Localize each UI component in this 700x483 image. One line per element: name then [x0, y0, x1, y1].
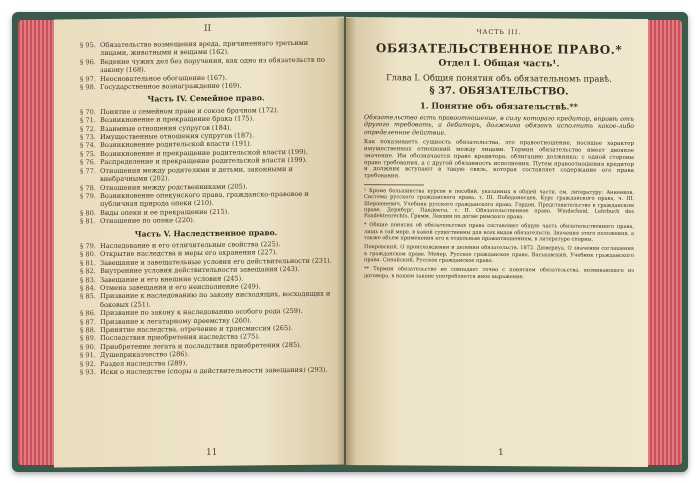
- toc-item-title: Распределение и прекращение родительской власти (199).: [100, 156, 308, 167]
- subsection-title: 1. Понятие объ обязательствѣ.**: [420, 100, 578, 112]
- toc-item-title: Иски о наследстве (споры о действительности завещания) (293).: [100, 365, 328, 377]
- left-page: [54, 16, 344, 467]
- toc-item-title: Государственное вознаграждение (169).: [100, 81, 242, 92]
- toc-item-title: Возникновение и прекращение брака (175).: [100, 114, 255, 125]
- footnote-rule: [364, 184, 424, 185]
- part-four-title: Часть IV. Семейное право.: [147, 93, 265, 104]
- toc-item-title: Имущественные отношения супругов (187).: [100, 131, 254, 142]
- toc-item-title: Наследование и его отличительные свойства (225).: [100, 240, 281, 250]
- toc-item-title: Возникновение родительской власти (191).: [100, 139, 252, 150]
- toc-item-title: Завещание и его внешние условия (245).: [100, 274, 244, 284]
- toc-item-title: Взаимные отношения супругов (184).: [100, 123, 232, 133]
- toc-item-number: § 86.: [80, 309, 96, 318]
- page-edge-left: [18, 20, 54, 465]
- paragraph-title: § 37. ОБЯЗАТЕЛЬСТВО.: [429, 85, 569, 98]
- toc-item-number: § 90.: [80, 342, 96, 352]
- toc-item-title: Открытие наследства и меры его охранения (227).: [100, 248, 278, 259]
- toc-item-title: Призвание по закону к наследованию особого рода (259).: [100, 307, 303, 318]
- toc-item-title: Завещание и завещательные условия его действительности (231).: [100, 256, 332, 267]
- toc-item-number: § 73.: [80, 133, 96, 142]
- toc-item-title: Принятие наследства, отречение и трансмиссия (265).: [100, 324, 293, 335]
- toc-item-number: § 78.: [80, 183, 96, 192]
- toc-item-title: Призвание к наследованию по закону нисходящих, восходящих и боковых (251).: [100, 289, 331, 309]
- toc-item: [80, 366, 332, 377]
- toc-item-number: § 92.: [80, 359, 96, 368]
- toc-item-number: § 87.: [80, 317, 96, 326]
- toc-item-number: § 81.: [80, 217, 96, 226]
- right-page: [346, 17, 648, 467]
- toc-item-number: § 74.: [80, 141, 96, 150]
- toc-item-number: § 97.: [80, 74, 96, 83]
- toc-item-number: § 83.: [80, 275, 96, 284]
- toc-item-number: § 76.: [80, 158, 96, 167]
- toc-item-number: § 96.: [80, 57, 96, 67]
- toc-item-title: Неосновательное обогащение (167).: [100, 73, 227, 83]
- toc-item-number: § 95.: [80, 41, 96, 50]
- toc-item-title: Понятие о семейном праве и союзе брачном (172).: [100, 106, 279, 116]
- footnote-3: Покровский, О происхождении и делении обязательств. 1872. Дювернуа, О значении соглашения в гражданском праве. Мейер, Русское гражданское право. Васьковский, Учебник гражданского права. Синайский, Русское гражданское право.: [364, 244, 634, 264]
- footnote-4: ** Термин обязательство не совпадает точно с понятием обязательства, возникающего из договора, в нашем законе употребляется иное выражение.: [364, 266, 634, 280]
- toc-item-number: § 71.: [80, 116, 96, 125]
- chapter-title: Глава I. Общия понятия объ обязательномъ правѣ.: [386, 72, 612, 84]
- page-edge-right: [648, 20, 682, 465]
- left-page-number-bottom: 11: [206, 447, 218, 458]
- definition-text: Обязательство есть правоотношение, в силу котораго кредитор, вправѣ отъ другого требовать, а дебиторъ, должника обязанъ исполнить какое-либо определенное действие.: [364, 114, 634, 137]
- toc-item-title: Душеприказчество (286).: [100, 350, 190, 360]
- toc-item-number: § 93.: [80, 368, 96, 377]
- body-text: Как показываетъ сущность обязательства, это правоотношение, носящее характер имущественных отношений между лицами. Термин обязательство имеет двоякое значение. Им обозначается право кредитора, облигацию должника; с одной стороны право требования, а с другой обязанность исполнения. Путем правоотношения кредитор и должник вступают в такую связь, которая составляет содержание его права требования.: [364, 139, 634, 180]
- toc-item: [80, 81, 332, 92]
- toc-item-title: Возникновение и прекращение родительской власти (199).: [100, 147, 308, 158]
- part-title: ОБЯЗАТЕЛЬСТВЕННОЕ ПРАВО.*: [375, 41, 623, 57]
- footnote-1: ¹ Кроме большинства курсов и пособий, указанных в общей части, см. литературу: Анненков, Система русского гражданского права, т. III. Победоносцев, Курс гражданского права, ч. III. Шершеневич, Учебник русского гражданского права. Гордон, Представительство в гражданском праве. Дернбург, Пандекты, т. II. Обязательственное право. Windscheid, Lehrbuch des Pandektenrechts. Гримм, Лекции по догме римского права.: [364, 188, 634, 221]
- toc-item-number: § 72.: [80, 124, 96, 133]
- toc-item-number: § 70.: [80, 107, 96, 117]
- toc-item-title: Виды опеки и ее прекращение (215).: [100, 207, 230, 217]
- toc-item-number: § 75.: [80, 149, 96, 159]
- toc-item-number: § 84.: [80, 284, 96, 293]
- section-title: Отдел I. Общая часть¹.: [438, 58, 560, 70]
- toc-item-title: Раздел наследства (289).: [100, 358, 188, 368]
- toc-item-title: Отношение по опеке (220).: [100, 216, 195, 226]
- toc-item-title: Призвание к легатарному преемству (260).: [100, 316, 252, 326]
- toc-item-title: Отношения между родителями и детьми, законными и внебрачными (202).: [100, 164, 293, 184]
- footnote-2: * Общие понятия об обязательствах права составляют общую часть обязательственного права, лишь в той мере, в какой существенны для всех видов обязательств. Значения этого положения, а также объем применения его к отдельным правоотношениям, в литературе спорны.: [364, 222, 634, 243]
- toc-item-number: § 77.: [80, 166, 96, 175]
- toc-item-title: Ведение чужих дел без поручения, как одно из обязательств по закону (168).: [100, 55, 326, 75]
- toc-item-number: § 80.: [80, 208, 96, 217]
- toc-item-number: § 88.: [80, 326, 96, 335]
- toc-item-number: § 79.: [80, 242, 96, 251]
- toc-item-number: § 89.: [80, 334, 96, 343]
- toc-item-number: § 98.: [80, 83, 96, 92]
- toc-item-title: Последствия приобретения наследства (275).: [100, 332, 261, 343]
- toc-item-number: § 79.: [80, 191, 96, 201]
- toc-item-title: Возникновение опекунского права, гражданско-правовое и публичная природа опеки (210).: [100, 189, 309, 209]
- toc-item-number: § 81.: [80, 258, 96, 267]
- toc-item-title: Отношения между родственниками (205).: [100, 181, 248, 192]
- left-page-number-top: II: [204, 23, 212, 34]
- toc-item-number: § 91.: [80, 351, 96, 360]
- toc-item-number: § 82.: [80, 267, 96, 276]
- book-gutter: [336, 18, 356, 466]
- toc-item-title: Отмена завещания и его неисполнение (249).: [100, 282, 261, 293]
- toc-item: [80, 215, 332, 226]
- part-header: ЧАСТЬ III.: [476, 27, 522, 37]
- toc-item-title: Приобретение легата и последствия приобретения (285).: [100, 340, 302, 351]
- table-of-contents: [80, 39, 332, 377]
- part-five-title: Часть V. Наследственное право.: [134, 227, 278, 239]
- toc-item-number: § 85.: [80, 292, 96, 301]
- right-page-number-bottom: 1: [498, 448, 504, 459]
- toc-item-title: Обязательство возмещения вреда, причиненнаго третьими лицами, животными и вещами (162).: [100, 38, 309, 58]
- toc-item-number: § 80.: [80, 250, 96, 259]
- toc-item-title: Внутренние условия действительности завещания (243).: [100, 265, 300, 276]
